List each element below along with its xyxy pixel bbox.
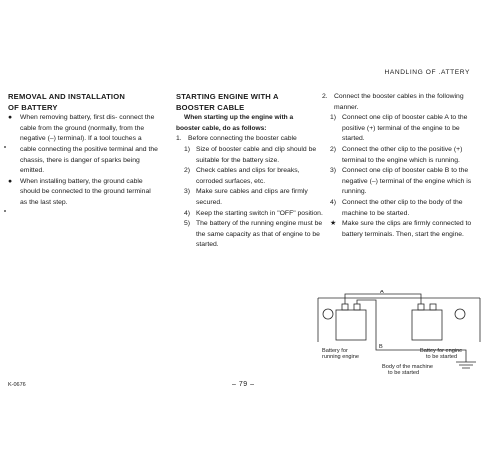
removal-installation-section [8, 92, 158, 209]
battery-engine-to-start [412, 310, 442, 340]
sub-item-text: Connect one clip of booster cable B to the negative (–) terminal of the engine which is running. [342, 167, 472, 196]
battery-terminal [430, 304, 436, 310]
sub-item-number: 3) [184, 188, 191, 196]
numbered-item [176, 134, 326, 145]
star-icon: ★ [330, 220, 337, 228]
sub-item [176, 187, 326, 208]
battery-terminal [418, 304, 424, 310]
item-number: 1. [176, 135, 182, 143]
sub-item-number: 1) [330, 114, 337, 122]
sub-item-text: Size of booster cable and clip should be suitable for the battery size. [196, 145, 317, 164]
star-note-text: Make sure the clips are firmly connected to battery terminals. Then, start the engine. [342, 220, 472, 238]
sub-item-number: 4) [184, 209, 191, 217]
right-clip-detail [455, 309, 465, 319]
label-running-line-2: running engine [322, 354, 360, 360]
sub-item [176, 219, 326, 251]
sub-item [176, 145, 326, 166]
label-started-line-2: to be started [426, 354, 458, 360]
connect-cables-section [322, 92, 472, 240]
intro-line-1: When starting up the engine with a [184, 114, 294, 122]
item-text: Before connecting the booster cable [188, 135, 297, 143]
booster-cable-diagram [316, 290, 482, 380]
star-note [322, 219, 472, 240]
sub-item-text: Make sure cables and clips are firmly secured. [196, 188, 308, 206]
section-heading-line-2: OF BATTERY [8, 102, 58, 112]
sub-item-number: 1) [184, 145, 191, 153]
sub-item [322, 198, 472, 219]
intro-line-2: booster cable, do as follows: [176, 124, 267, 132]
label-body-line-1: Body of the machine [382, 364, 433, 370]
sub-item [322, 166, 472, 198]
bullet-text: When removing battery, first dis- connect the cable from the ground (normally, from the negative (–) terminal). If a tool touches a cable connecting the positive terminal and the chassis, there is danger of sparks being emitted. [20, 114, 158, 175]
label-body-line-2: to be started [388, 370, 420, 376]
bullet-mark: ● [8, 114, 13, 122]
sub-item-text: Keep the starting switch in "OFF" position. [196, 209, 323, 217]
label-running-line-1: Battery for [322, 348, 348, 354]
sub-item [176, 209, 326, 220]
sub-item [322, 145, 472, 166]
ground-symbol [456, 362, 476, 368]
sub-item [176, 166, 326, 187]
starting-engine-section [176, 92, 326, 251]
item-number: 2. [322, 93, 328, 100]
section-heading-line-1: REMOVAL AND INSTALLATION [8, 92, 126, 101]
sub-item-number: 2) [330, 145, 337, 153]
battery-terminal [354, 304, 360, 310]
booster-cable-a [345, 294, 421, 304]
label-started-line-1: Battey for engine [420, 348, 463, 354]
footer-code: K-0676 [8, 382, 26, 388]
margin-dot [4, 146, 6, 148]
sub-item-number: 4) [330, 198, 337, 206]
page-number: – 79 – [232, 381, 255, 388]
margin-dot [4, 210, 6, 212]
sub-item-text: Connect one clip of booster cable A to the positive (+) terminal of the engine to be started. [342, 114, 468, 143]
numbered-item [322, 92, 472, 113]
sub-item-text: Check cables and clips for breaks, corroded surfaces, etc. [196, 167, 300, 185]
bullet-mark: ● [8, 177, 13, 185]
sub-item-text: Connect the other clip to the body of the machine to be started. [342, 198, 463, 217]
section-heading-line-2: BOOSTER CABLE [176, 102, 245, 112]
page-header: HANDLING OF .ATTERY [384, 69, 470, 76]
sub-item-number: 2) [184, 167, 191, 175]
sub-item-text: The battery of the running engine must be the same capacity as that of engine to be started. [196, 220, 323, 249]
sub-item-text: Connect the other clip to the positive (+) terminal to the engine which is running. [342, 145, 463, 164]
battery-terminal [342, 304, 348, 310]
sub-item-number: 5) [184, 220, 191, 228]
sub-item-number: 3) [330, 167, 337, 175]
item-text: Connect the booster cables in the following manner. [334, 93, 464, 111]
bullet-text: When installing battery, the ground cable should be connected to the ground terminal as the last step. [20, 177, 151, 206]
left-clip-detail [323, 309, 333, 319]
section-heading-line-1: STARTING ENGINE WITH A [176, 92, 279, 101]
battery-running-engine [336, 310, 366, 340]
cable-a-mark: A [380, 290, 384, 295]
cable-b-mark: B [379, 344, 383, 350]
bullet-item [8, 177, 158, 209]
bullet-item [8, 113, 158, 177]
sub-item [322, 113, 472, 145]
